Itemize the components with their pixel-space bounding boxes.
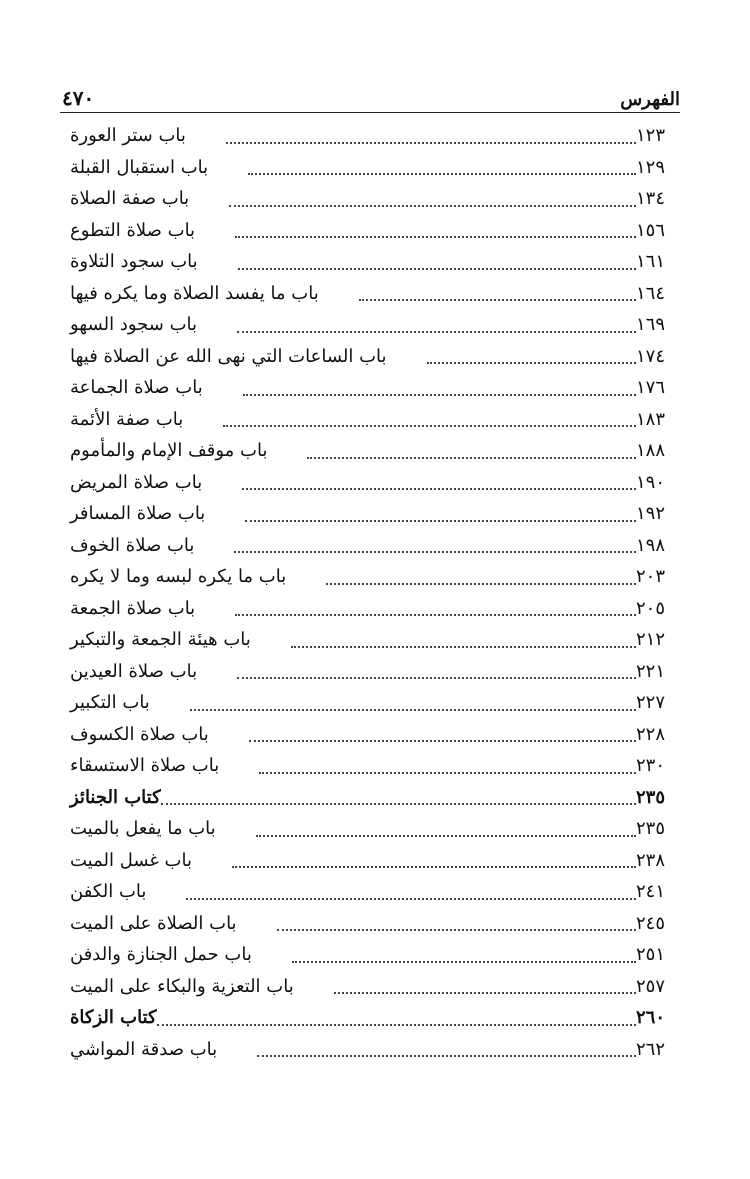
- dot-leader: [157, 1024, 636, 1026]
- entry-title: باب الساعات التي نهى الله عن الصلاة فيها: [70, 345, 387, 367]
- entry-title: كتاب الزكاة: [70, 1007, 157, 1029]
- dot-leader: [291, 646, 636, 648]
- entry-title: باب حمل الجنازة والدفن: [70, 944, 252, 966]
- dot-leader: [243, 394, 636, 396]
- dot-leader: [161, 803, 636, 805]
- entry-page-number: ١٩٨: [636, 534, 666, 556]
- dot-leader: [186, 898, 636, 900]
- dot-leader: [292, 961, 636, 963]
- toc-entry: [64, 845, 676, 877]
- entry-page-number: ٢٠٣: [636, 566, 666, 588]
- entry-title: باب الكفن: [70, 881, 147, 903]
- entry-title: باب صفة الصلاة: [70, 188, 190, 210]
- entry-page-number: ١٣٤: [636, 188, 666, 210]
- toc-entry: [64, 309, 676, 341]
- entry-page-number: ٢٤٥: [636, 912, 666, 934]
- dot-leader: [257, 1055, 636, 1057]
- entry-page-number: ١٨٣: [636, 408, 666, 430]
- entry-page-number: ١٥٦: [636, 219, 666, 241]
- entry-page-number: ١٦٩: [636, 314, 666, 336]
- entry-page-number: ٢٢١: [636, 660, 666, 682]
- entry-title: باب سجود السهو: [70, 314, 198, 336]
- toc-entry: [64, 687, 676, 719]
- toc-entry: [64, 246, 676, 278]
- dot-leader: [223, 425, 636, 427]
- entry-page-number: ٢١٢: [636, 629, 666, 651]
- entry-title: باب صلاة الكسوف: [70, 723, 209, 745]
- entry-title: باب صلاة المسافر: [70, 503, 206, 525]
- entry-page-number: ٢٤١: [636, 881, 666, 903]
- entry-page-number: ١٩٠: [636, 471, 666, 493]
- toc-entry: [64, 152, 676, 184]
- entry-title: باب استقبال القبلة: [70, 156, 209, 178]
- entry-page-number: ٢٦٠: [636, 1007, 666, 1029]
- toc-entry: [64, 530, 676, 562]
- toc-entry: [64, 1034, 676, 1066]
- dot-leader: [326, 583, 636, 585]
- dot-leader: [359, 299, 636, 301]
- toc-entry: [64, 876, 676, 908]
- dot-leader: [229, 205, 636, 207]
- toc-entry: [64, 593, 676, 625]
- toc-entry: [64, 372, 676, 404]
- entry-title: باب صلاة العيدين: [70, 660, 198, 682]
- header-rule: [60, 112, 680, 113]
- running-title: الفهرس: [620, 89, 680, 110]
- page-header: [60, 78, 680, 110]
- toc-entry: [64, 750, 676, 782]
- entry-title: باب صلاة الخوف: [70, 534, 195, 556]
- toc-entry: [64, 341, 676, 373]
- toc-entry: [64, 183, 676, 215]
- dot-leader: [256, 835, 636, 837]
- dot-leader: [190, 709, 636, 711]
- dot-leader: [248, 173, 636, 175]
- entry-title: باب ما يفعل بالميت: [70, 818, 216, 840]
- toc-entry: [64, 908, 676, 940]
- entry-page-number: ١٢٣: [636, 125, 666, 147]
- dot-leader: [238, 268, 636, 270]
- dot-leader: [307, 457, 636, 459]
- toc-entry: [64, 404, 676, 436]
- entry-page-number: ٢٢٧: [636, 692, 666, 714]
- toc-entry: [64, 561, 676, 593]
- entry-page-number: ٢٣٥: [636, 818, 666, 840]
- entry-title: باب ما يكره لبسه وما لا يكره: [70, 566, 287, 588]
- entry-page-number: ١٧٦: [636, 377, 666, 399]
- toc-entry: [64, 656, 676, 688]
- entry-title: باب صدقة المواشي: [70, 1038, 218, 1060]
- toc-entry: [64, 120, 676, 152]
- dot-leader: [237, 677, 636, 679]
- toc-entry: [64, 435, 676, 467]
- entry-title: باب الصلاة على الميت: [70, 912, 237, 934]
- entry-page-number: ١٦٤: [636, 282, 666, 304]
- dot-leader: [235, 236, 636, 238]
- toc-entry: [64, 467, 676, 499]
- toc-entry: [64, 215, 676, 247]
- dot-leader: [232, 866, 636, 868]
- entry-page-number: ٢٣٥: [636, 786, 666, 808]
- dot-leader: [237, 331, 636, 333]
- toc-book-entry: [64, 782, 676, 814]
- entry-title: باب غسل الميت: [70, 849, 192, 871]
- entry-page-number: ٢٣٠: [636, 755, 666, 777]
- dot-leader: [334, 992, 636, 994]
- entry-title: باب التكبير: [70, 692, 150, 714]
- dot-leader: [226, 142, 636, 144]
- toc-entry: [64, 719, 676, 751]
- entry-page-number: ١٦١: [636, 251, 666, 273]
- entry-page-number: ٢٠٥: [636, 597, 666, 619]
- entry-page-number: ١٢٩: [636, 156, 666, 178]
- entry-title: باب صلاة التطوع: [70, 219, 196, 241]
- entry-title: باب صلاة الجمعة: [70, 597, 196, 619]
- entry-page-number: ٢٥٧: [636, 975, 666, 997]
- entry-title: باب صلاة المريض: [70, 471, 203, 493]
- toc-entry: [64, 813, 676, 845]
- entry-title: كتاب الجنائز: [70, 786, 161, 808]
- toc-entry: [64, 971, 676, 1003]
- dot-leader: [249, 740, 636, 742]
- entry-page-number: ٢٣٨: [636, 849, 666, 871]
- entry-page-number: ١٨٨: [636, 440, 666, 462]
- toc-entry: [64, 939, 676, 971]
- dot-leader: [245, 520, 636, 522]
- toc-book-entry: [64, 1002, 676, 1034]
- entry-page-number: ٢٥١: [636, 944, 666, 966]
- entry-page-number: ٢٢٨: [636, 723, 666, 745]
- dot-leader: [235, 614, 636, 616]
- entry-title: باب موقف الإمام والمأموم: [70, 440, 268, 462]
- page-number: ٤٧٠: [62, 86, 95, 110]
- toc-entry: [64, 498, 676, 530]
- entry-page-number: ١٧٤: [636, 345, 666, 367]
- dot-leader: [427, 362, 636, 364]
- dot-leader: [277, 929, 636, 931]
- entry-title: باب صلاة الجماعة: [70, 377, 203, 399]
- entry-title: باب التعزية والبكاء على الميت: [70, 975, 294, 997]
- dot-leader: [234, 551, 636, 553]
- entry-page-number: ٢٦٢: [636, 1038, 666, 1060]
- entry-title: باب هيئة الجمعة والتبكير: [70, 629, 251, 651]
- dot-leader: [259, 772, 636, 774]
- entry-title: باب صفة الأئمة: [70, 408, 184, 430]
- entry-title: باب سجود التلاوة: [70, 251, 198, 273]
- entry-title: باب صلاة الاستسقاء: [70, 755, 220, 777]
- toc-entry: [64, 278, 676, 310]
- entry-title: باب ستر العورة: [70, 125, 186, 147]
- entry-title: باب ما يفسد الصلاة وما يكره فيها: [70, 282, 319, 304]
- table-of-contents: [64, 120, 676, 1065]
- entry-page-number: ١٩٢: [636, 503, 666, 525]
- toc-entry: [64, 624, 676, 656]
- dot-leader: [242, 488, 636, 490]
